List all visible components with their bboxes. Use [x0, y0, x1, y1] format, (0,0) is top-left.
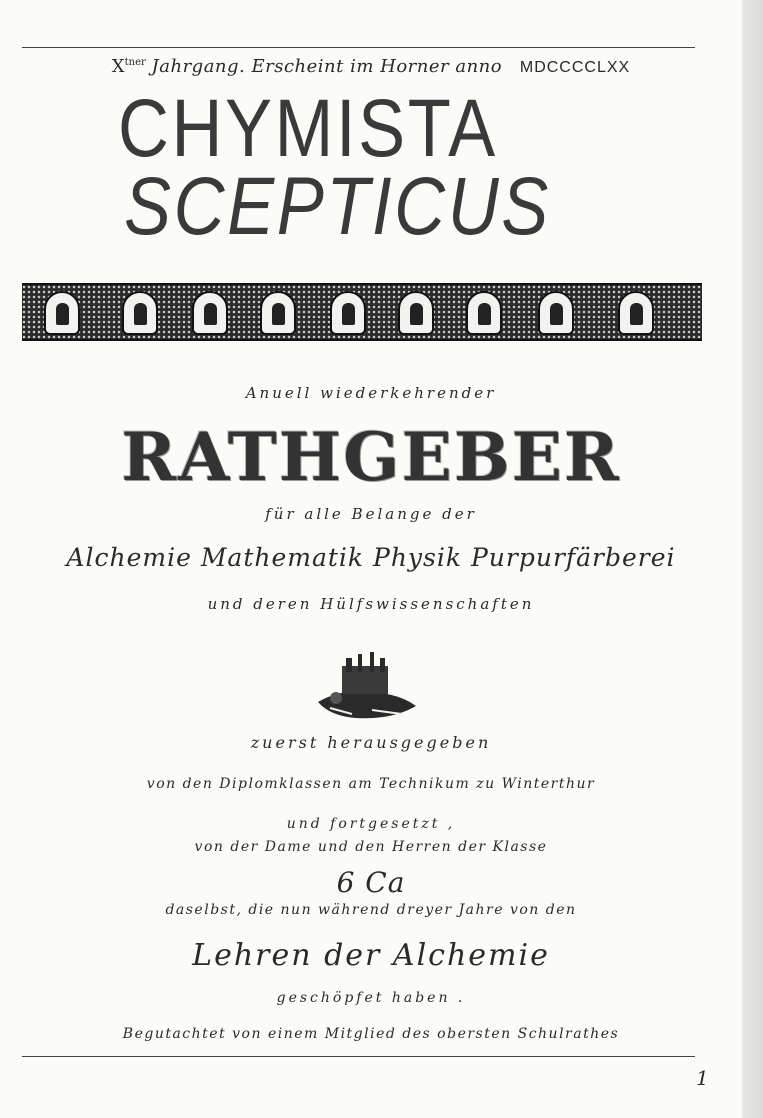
title-line-1: CHYMISTA: [118, 83, 498, 174]
frieze-medallion: [466, 291, 502, 335]
frieze-medallion: [330, 291, 366, 335]
edition-line: [0, 56, 742, 77]
top-rule: [22, 47, 695, 48]
text-und-deren: und deren Hülfswissenschaften: [207, 595, 535, 613]
edition-year: MDCCCCLXX: [519, 59, 631, 76]
frieze-medallion: [192, 291, 228, 335]
frieze-medallion: [538, 291, 574, 335]
text-daselbst: daselbst, die nun während dreyer Jahre von den: [165, 902, 577, 918]
text-begutachtet: Begutachtet von einem Mitglied des obersten Schulrathes: [122, 1026, 620, 1042]
frieze-medallion: [398, 291, 434, 335]
page-edge-shadow: [742, 0, 763, 1118]
text-klasse: 6 Ca: [336, 866, 406, 899]
edition-numeral: X: [111, 56, 125, 77]
text-fuer-alle: für alle Belange der: [265, 505, 477, 523]
text-von-diplom: von den Diplomklassen am Technikum zu Winterthur: [146, 776, 596, 792]
text-von-dame: von der Dame und den Herren der Klasse: [194, 839, 548, 855]
text-geschoepfet: geschöpfet haben .: [276, 990, 466, 1006]
heading-rathgeber: RATHGEBER: [121, 418, 621, 496]
text-zuerst: zuerst herausgegeben: [250, 733, 492, 752]
page-number: 1: [696, 1066, 709, 1090]
text-lehren: Lehren der Alchemie: [192, 938, 550, 973]
text-fortgesetzt: und fortgesetzt ,: [286, 816, 456, 832]
text-subjects: Alchemie Mathematik Physik Purpurfärberei: [66, 543, 676, 572]
edition-superscript: tner: [124, 57, 146, 68]
title-line-2: SCEPTICUS: [124, 161, 551, 252]
ornamental-frieze: [22, 283, 702, 341]
text-anuell: Anuell wiederkehrender: [245, 384, 497, 402]
frieze-medallion: [122, 291, 158, 335]
alchemy-apparatus-illustration: [312, 648, 422, 722]
frieze-medallion: [618, 291, 654, 335]
frieze-medallion: [260, 291, 296, 335]
edition-text: Jahrgang. Erscheint im Horner anno: [151, 56, 503, 77]
frieze-medallion: [44, 291, 80, 335]
bottom-rule: [22, 1056, 695, 1057]
